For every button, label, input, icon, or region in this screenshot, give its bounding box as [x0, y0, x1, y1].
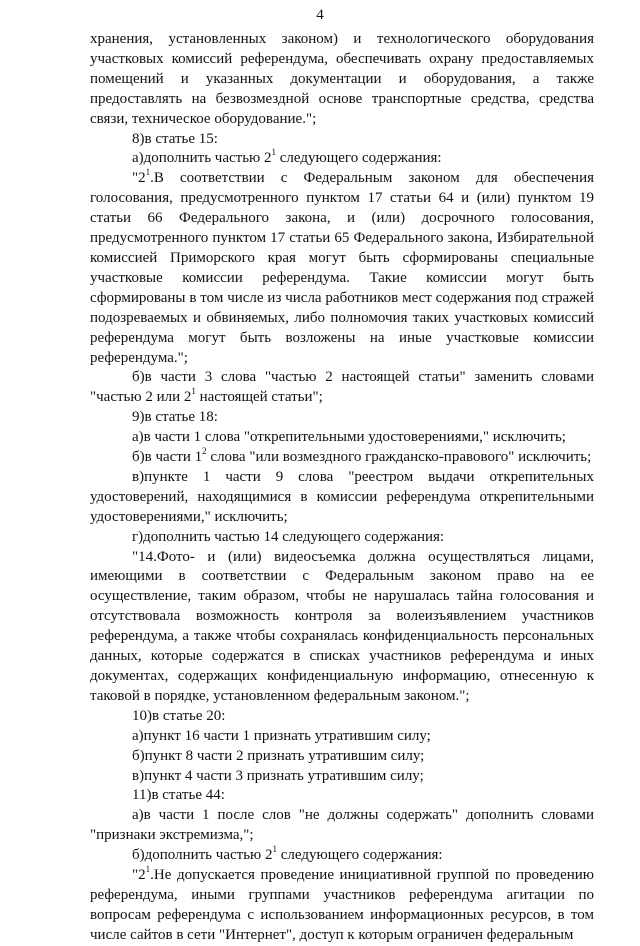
paragraph-text: а)в части 1 после слов "не должны содержать" дополнить словами "признаки экстремизма,"; [90, 807, 594, 844]
paragraph-text: а)дополнить частью 2 [132, 150, 272, 167]
paragraph-text: б)пункт 8 части 2 признать утратившим силу; [132, 747, 425, 764]
superscript: 2 [202, 446, 207, 457]
paragraph-text: 9)в статье 18: [132, 409, 218, 426]
paragraph [90, 428, 594, 448]
superscript: 1 [271, 147, 277, 158]
paragraph [90, 767, 594, 787]
paragraph [90, 806, 594, 846]
paragraph [90, 368, 594, 408]
paragraph-text: а)в части 1 слова "открепительными удостоверениями," исключить; [132, 429, 566, 446]
paragraph-text: "2 [132, 867, 146, 884]
paragraph [90, 548, 594, 707]
paragraph-text: 8)в статье 15: [132, 130, 218, 147]
paragraph [90, 727, 594, 747]
paragraph-text: б)в части 3 слова "частью 2 настоящей статьи" заменить словами "частью 2 или 2 [90, 369, 594, 406]
paragraph-text: "2 [132, 170, 146, 187]
paragraph-text: .Не допускается проведение инициативной группой по проведению референдума, иными группами участников референдума агитации по вопросам референдума с использованием информационных ресурсов, в том числе сайтов в сети "Интернет", доступ к которым ограничен федеральным [90, 867, 594, 943]
document-body [90, 30, 594, 946]
superscript: 1 [272, 844, 277, 855]
paragraph-text: в)пункт 4 части 3 признать утратившим силу; [132, 767, 424, 784]
paragraph [90, 130, 594, 150]
paragraph-text: .В соответствии с Федеральным законом для обеспечения голосования, предусмотренного пунктом 17 статьи 64 и (или) пунктом 19 статьи 66 Федерального закона, и (или) досрочного голосования, предусмотренного пунктом 17 статьи 65 Федерального закона, Избирательной комиссией Приморского края могут быть сформированы специальные участковые комиссии референдума. Такие комиссии могут быть сформированы в том числе из числа работников мест содержания под стражей подозреваемых и обвиняемых, либо полномочия таких участковых комиссий референдума могут быть возложены на иные участковые комиссии референдума."; [90, 170, 594, 366]
paragraph-text: б)в части 1 [132, 449, 203, 466]
paragraph-text: а)пункт 16 части 1 признать утратившим силу; [132, 727, 431, 744]
paragraph-text: следующего содержания: [276, 150, 442, 167]
paragraph [90, 169, 594, 368]
superscript: 1 [191, 386, 196, 397]
paragraph [90, 528, 594, 548]
paragraph [90, 707, 594, 727]
paragraph-text: настоящей статьи"; [195, 389, 323, 406]
paragraph [90, 468, 594, 528]
paragraph [90, 30, 594, 130]
paragraph [90, 846, 594, 866]
paragraph [90, 448, 594, 468]
paragraph [90, 408, 594, 428]
paragraph-text: слова "или возмездного гражданско-правового" исключить; [206, 449, 592, 466]
paragraph-text: в)пункте 1 части 9 слова "реестром выдачи открепительных удостоверений, находящимися в комиссии референдума открепительными удостоверениями," исключить; [90, 468, 594, 525]
paragraph-text: г)дополнить частью 14 следующего содержания: [132, 528, 445, 545]
superscript: 1 [145, 864, 151, 875]
paragraph-text: 10)в статье 20: [132, 707, 226, 724]
paragraph-text: следующего содержания: [277, 847, 443, 864]
paragraph [90, 149, 594, 169]
paragraph-text: хранения, установленных законом) и технологического оборудования участковых комиссий референдума, обеспечивать охрану предоставляемых помещений и указанных документации и оборудования, а также предоставлять на безвозмездной основе транспортные средства, средства связи, техническое оборудование."; [90, 31, 594, 127]
paragraph-text: "14.Фото- и (или) видеосъемка должна осуществляться лицами, имеющими в соответствии с Федеральным законом право на ее осуществление, таким образом, чтобы не нарушалась тайна голосования и отсутствовала возможность контроля за волеизъявлением участников референдума, а также чтобы сохранялась конфиденциальность персональных данных, которые содержатся в списках участников референдума и иных документах, содержащих конфиденциальную информацию, отнесенную к таковой в порядке, установленном федеральным законом."; [90, 548, 594, 704]
paragraph [90, 747, 594, 767]
paragraph [90, 786, 594, 806]
page-number: 4 [316, 7, 324, 23]
paragraph-text: б)дополнить частью 2 [132, 847, 273, 864]
paragraph-text: 11)в статье 44: [132, 787, 225, 804]
superscript: 1 [145, 167, 151, 178]
